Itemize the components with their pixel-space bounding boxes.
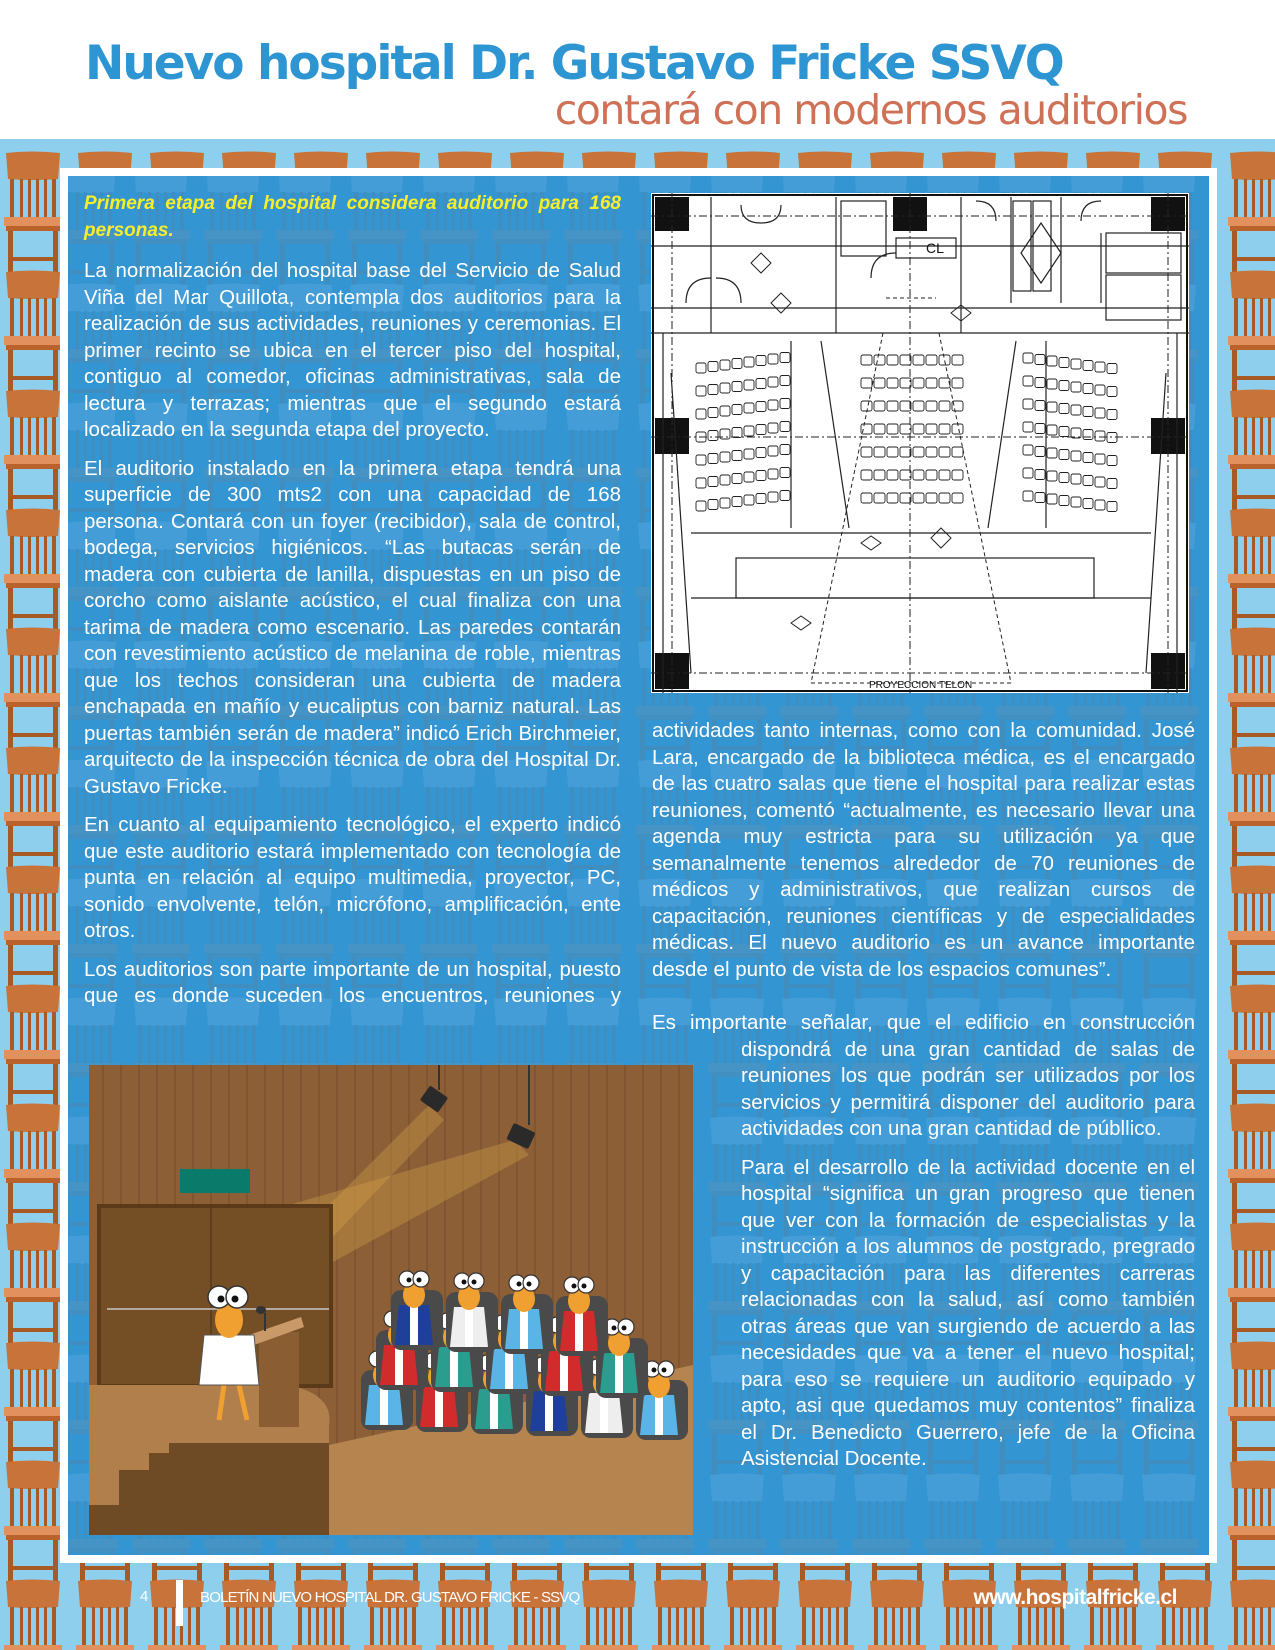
- footer-divider: [176, 1580, 183, 1626]
- chair-icon: [4, 152, 62, 276]
- chair-icon: [1228, 390, 1275, 514]
- audience-ant: [450, 1273, 488, 1347]
- publication-name: BOLETÍN NUEVO HOSPITAL DR. GUSTAVO FRICKE - SSVQ: [200, 1589, 580, 1606]
- audience-ant: [560, 1277, 598, 1351]
- audience-ant: [395, 1271, 433, 1345]
- floor-plan-drawing: [651, 193, 1189, 693]
- paragraph-auditorium: El auditorio instalado en la primera etapa tendrá una superficie de 300 mts2 con una capacidad de 168 persona. Contará con un foyer (recibidor), sala de control, bodega, servicios higiénicos. “Las butacas serán de madera con cubierta de lanilla, dispuestas en un piso de corcho como aislante acústico, el cual finaliza con una tarima de madera como escenario. Las paredes contarán con revestimiento acústico de melanina de roble, mientras que los techos consideran una cubierta de madera enchapada en mañío y eucaliptus con barniz natural. Las puertas también serán de madera” indicó Erich Birchmeier, arquitecto de la inspección técnica de obra del Hospital Dr. Gustavo Fricke.: [84, 456, 621, 798]
- chair-icon: [4, 1104, 62, 1228]
- chair-icon: [1228, 509, 1275, 633]
- chair-icon: [4, 509, 62, 633]
- chair-icon: [1228, 985, 1275, 1109]
- chair-icon: [4, 1342, 62, 1466]
- chair-watermark-icon: [1068, 1474, 1126, 1556]
- header: [0, 0, 1275, 139]
- paragraph-building: dispondrá de una gran cantidad de salas de reuniones los que podrán ser utilizados por los servicios y permitirá disponer del auditorio para actividades con una gran cantidad de públlico.: [741, 1037, 1195, 1140]
- cartoon-scene: [89, 1065, 693, 1535]
- page-title: Nuevo hospital Dr. Gustavo Fricke SSVQ: [85, 36, 1063, 91]
- chair-watermark-icon: [924, 1474, 982, 1556]
- column-right-bottom: [652, 1010, 1195, 1485]
- chair-icon: [4, 271, 62, 395]
- paragraph-building-first-line: Es importante señalar, que el edificio en construcción: [652, 1011, 1195, 1034]
- paragraph-importance: Los auditorios son parte importante de un hospital, puesto que es donde suceden los encuentros, reuniones y: [84, 957, 621, 1007]
- floor-plan-label-cl: CL: [926, 240, 944, 256]
- column-right-continued: [652, 718, 1195, 995]
- chair-icon: [4, 1223, 62, 1347]
- chair-icon: [4, 866, 62, 990]
- chair-icon: [4, 985, 62, 1109]
- chair-watermark-icon: [996, 1474, 1054, 1556]
- page-subtitle: contará con modernos auditorios: [554, 86, 1187, 134]
- chair-icon: [1228, 271, 1275, 395]
- chair-icon: [4, 747, 62, 871]
- chair-icon: [1228, 1223, 1275, 1347]
- audience-ant: [505, 1275, 543, 1349]
- chair-icon: [4, 1461, 62, 1585]
- chair-watermark-icon: [1140, 1474, 1198, 1556]
- website-link[interactable]: www.hospitalfricke.cl: [973, 1586, 1177, 1609]
- chair-watermark-icon: [780, 1474, 838, 1556]
- paragraph-intro: La normalización del hospital base del Servicio de Salud Viña del Mar Quillota, contempla dos auditorios para la realización de sus actividades, reuniones y ceremonias. El primer recinto se ubica en el tercer piso del hospital, contiguo al comedor, oficinas administrativas, sala de lectura y terrazas; mientras que el segundo estará localizado en la segunda etapa del proyecto.: [84, 259, 621, 441]
- auditorium-cartoon-illustration: [89, 1065, 693, 1535]
- exit-sign: [180, 1169, 250, 1193]
- article-lead: Primera etapa del hospital considera auditorio para 168 personas.: [84, 193, 621, 241]
- chair-icon: [4, 390, 62, 514]
- chair-icon: [1228, 1342, 1275, 1466]
- chair-icon: [1228, 866, 1275, 990]
- paragraph-teaching: Para el desarrollo de la actividad docente en el hospital “significa un gran progreso que tienen que ver con la formación de especialistas y la instrucción a los alumnos de postgrado, pregrado y capacitación para las diferentes carreras relacionadas con la salud, así como también otras áreas que van surgiendo de acuerdo a las necesidades que va a tener el nuevo hospital; para eso se requiere un auditorio equipado y apto, asi que quedamos muy contentos” finaliza el Dr. Benedicto Guerrero, jefe de la Oficina Asistencial Docente.: [741, 1155, 1195, 1470]
- floor-plan-image: [651, 193, 1189, 693]
- chair-icon: [1228, 152, 1275, 276]
- chair-icon: [4, 628, 62, 752]
- chair-icon: [1228, 747, 1275, 871]
- floor-plan-label-projection: PROYECCION TELON: [869, 680, 973, 691]
- footer: [0, 1580, 1275, 1626]
- chair-icon: [1228, 1461, 1275, 1585]
- chair-icon: [1228, 1104, 1275, 1228]
- page-number: 4: [140, 1588, 149, 1605]
- chair-icon: [1228, 628, 1275, 752]
- paragraph-technology: En cuanto al equipamiento tecnológico, el experto indicó que este auditorio estará implementado con tecnología de punta en relación al equipo multimedia, proyector, PC, sonido envolvente, telón, micrófono, amplificación, ente otros.: [84, 813, 621, 942]
- article-panel: [68, 176, 1209, 1555]
- chair-watermark-icon: [852, 1474, 910, 1556]
- column-left: [84, 190, 621, 1022]
- paragraph-meetings: actividades tanto internas, como con la comunidad. José Lara, encargado de la biblioteca médica, es el encargado de las cuatro salas que tiene el hospital para realizar estas reuniones, comentó “actualmente, es necesario llevar una agenda muy estricta para su utilización ya que semanalmente tenemos alrededor de 70 reuniones de médicos y administrativos, que realizan cursos de capacitación, reuniones científicas y de especialidades médicas. El nuevo auditorio es un avance importante desde el punto de vista de los espacios comunes”.: [652, 719, 1195, 981]
- chair-watermark-icon: [708, 1474, 766, 1556]
